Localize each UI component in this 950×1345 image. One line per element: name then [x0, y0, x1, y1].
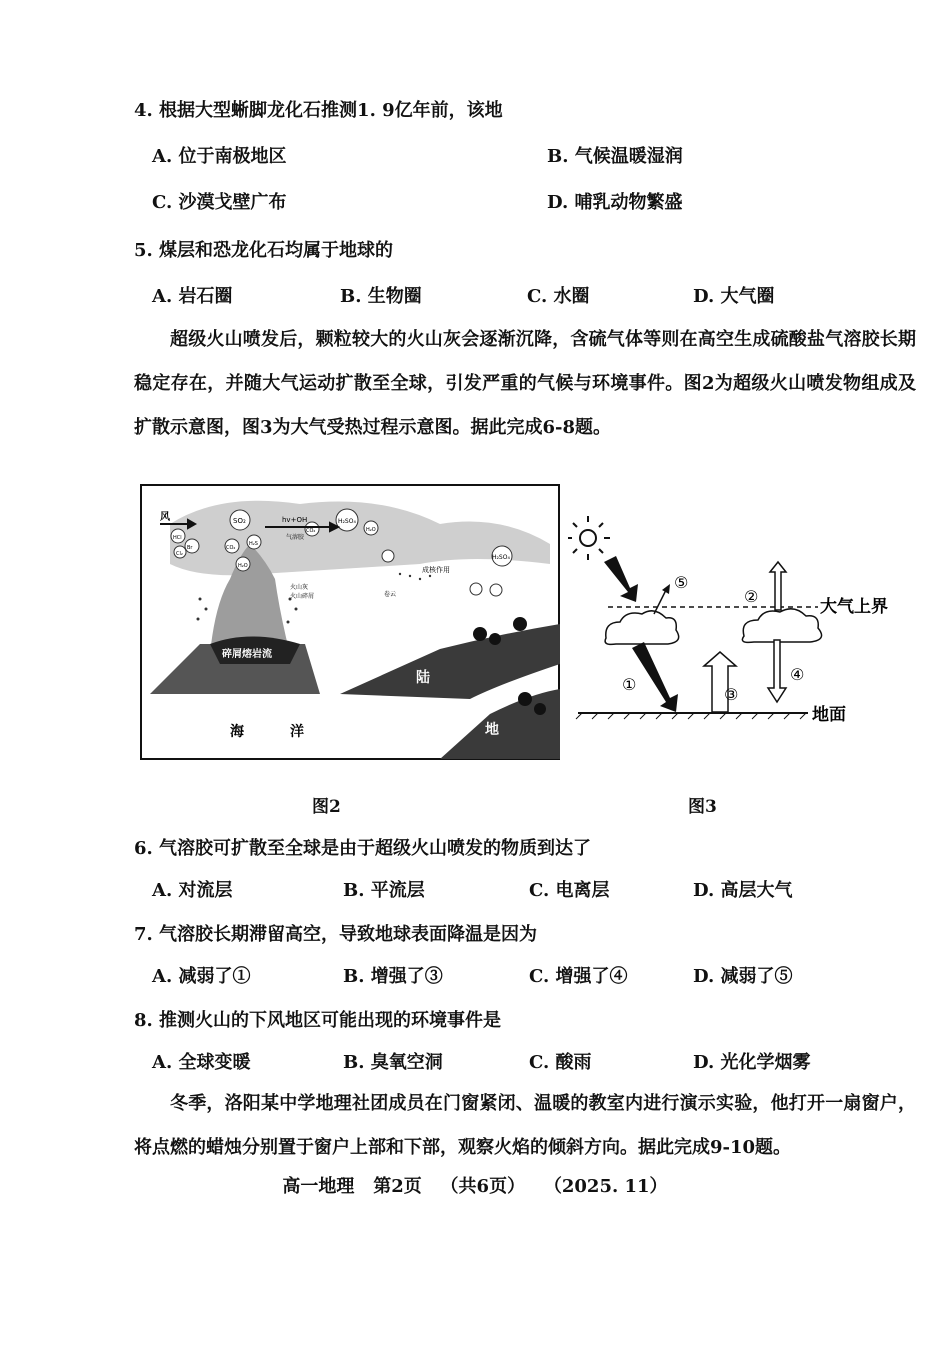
figure-2 — [140, 484, 560, 760]
label-3: ③ — [724, 685, 739, 704]
question-8-option-c: C. 酸雨 — [529, 1052, 592, 1073]
question-7-option-c: C. 增强了④ — [529, 966, 628, 987]
question-8-option-d: D. 光化学烟雾 — [693, 1052, 811, 1073]
label-1: ① — [622, 675, 637, 694]
question-5-option-d: D. 大气圈 — [693, 286, 775, 307]
question-5-option-c: C. 水圈 — [527, 286, 590, 307]
question-7-option-d: D. 减弱了⑤ — [693, 966, 793, 987]
question-5-stem: 5. 煤层和恐龙化石均属于地球的 — [134, 240, 394, 261]
gas-label: H₂SO₄ — [338, 518, 356, 525]
question-6-option-d: D. 高层大气 — [693, 880, 793, 901]
question-6-stem: 6. 气溶胶可扩散至全球是由于超级火山喷发的物质到达了 — [134, 838, 592, 859]
figure-3-caption: 图3 — [688, 797, 717, 817]
nucleation-label: 成核作用 — [422, 566, 450, 574]
figure-3-diagram — [568, 510, 908, 760]
question-4-stem: 4. 根据大型蜥脚龙化石推测1. 9亿年前，该地 — [134, 100, 503, 121]
question-6-option-b: B. 平流层 — [343, 880, 425, 901]
question-8-stem: 8. 推测火山的下风地区可能出现的环境事件是 — [134, 1010, 502, 1031]
ocean-label-2: 洋 — [290, 724, 304, 740]
gas-label: SO₂ — [233, 517, 246, 525]
atmosphere-top-label: 大气上界 — [820, 597, 888, 617]
question-4-option-c: C. 沙漠戈壁广布 — [152, 192, 287, 213]
question-8-option-b: B. 臭氧空洞 — [343, 1052, 443, 1073]
gas-label: CO₂ — [226, 545, 236, 551]
ash-label: 火山灰 — [290, 584, 309, 591]
passage-volcano: 超级火山喷发后，颗粒较大的火山灰会逐渐沉降，含硫气体等则在高空生成硫酸盐气溶胶长期稳定存在，并随大气运动扩散至全球，引发严重的气候与环境事件。图2为超级火山喷发物组成及扩散示意图，图3为大气受热过程示意图。据此完成6-8题。 — [134, 329, 916, 438]
river-label: 河流 — [440, 703, 459, 713]
label-5: ⑤ — [674, 573, 689, 592]
passage-candle: 冬季，洛阳某中学地理社团成员在门窗紧闭、温暖的教室内进行演示实验，他打开一扇窗户，将点燃的蜡烛分别置于窗户上部和下部，观察火焰的倾斜方向。据此完成9-10题。 — [134, 1093, 916, 1158]
gas-label: Br — [187, 545, 193, 551]
figure-2-diagram — [140, 484, 560, 760]
question-5-option-a: A. 岩石圈 — [152, 286, 233, 307]
question-8-option-a: A. 全球变暖 — [152, 1052, 251, 1073]
question-4-option-d: D. 哺乳动物繁盛 — [547, 192, 683, 213]
ocean-label-1: 海 — [230, 724, 244, 740]
land-label-2: 地 — [485, 722, 499, 738]
question-4-option-b: B. 气候温暖湿润 — [547, 146, 683, 167]
cloud-label: 卷云 — [384, 591, 397, 598]
gas-label: HCl — [173, 535, 182, 541]
question-5-option-b: B. 生物圈 — [340, 286, 422, 307]
figure-2-caption: 图2 — [312, 797, 341, 817]
question-4-option-a: A. 位于南极地区 — [152, 146, 287, 167]
label-4: ④ — [790, 665, 805, 684]
reaction-sub-label: 气溶胶 — [286, 534, 305, 541]
gas-label: Cl₂ — [176, 551, 183, 557]
ash-label-2: 火山碎屑 — [290, 593, 315, 600]
question-7-option-b: B. 增强了③ — [343, 966, 443, 987]
label-2: ② — [744, 587, 759, 606]
land-label-1: 陆 — [416, 670, 430, 686]
ground-label: 地面 — [812, 705, 846, 725]
gas-label: H₂O — [366, 527, 376, 533]
sulfate-label: H₂SO₄ — [492, 554, 510, 561]
question-6-option-a: A. 对流层 — [152, 880, 233, 901]
figure-3 — [568, 510, 908, 760]
lava-label: 碎屑熔岩流 — [222, 649, 272, 660]
wind-label: 风 — [160, 512, 170, 523]
page-footer: 高一地理 第2页 （共6页） （2025. 11） — [282, 1176, 668, 1197]
gas-label: CO₂ — [306, 528, 316, 534]
gas-label: H₂O — [238, 563, 248, 569]
question-6-option-c: C. 电离层 — [529, 880, 610, 901]
sun-icon — [568, 516, 610, 560]
reaction-label: hv+OH — [282, 516, 308, 524]
question-7-option-a: A. 减弱了① — [152, 966, 251, 987]
question-7-stem: 7. 气溶胶长期滞留高空，导致地球表面降温是因为 — [134, 924, 538, 945]
gas-label: H₂S — [249, 541, 258, 547]
